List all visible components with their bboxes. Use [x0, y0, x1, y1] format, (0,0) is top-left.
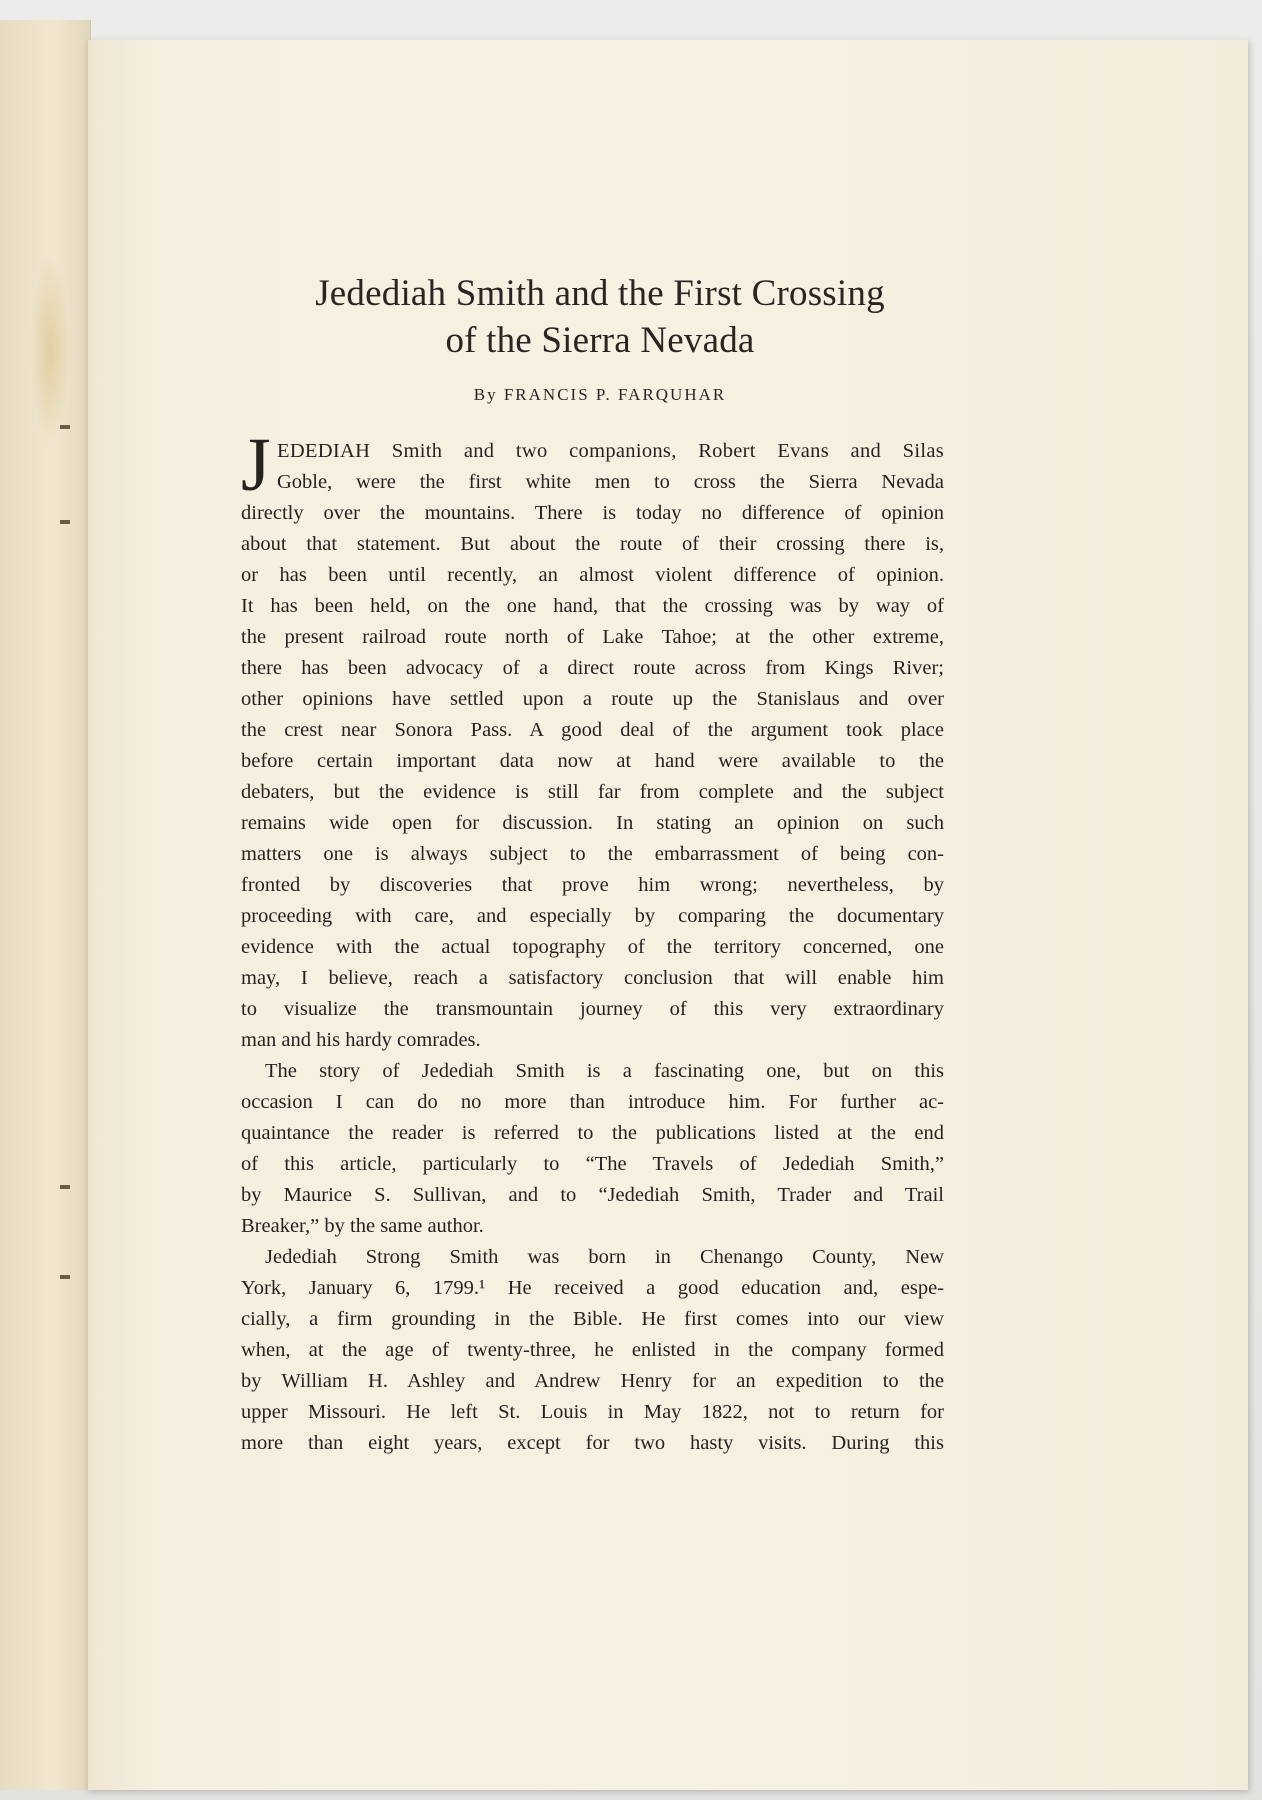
body-line: It has been held, on the one hand, that the crossing was by way of — [241, 595, 944, 617]
body-line: may, I believe, reach a satisfactory conclusion that will enable him — [241, 967, 944, 989]
body-line: before certain important data now at hand were available to the — [241, 750, 944, 772]
body-line: occasion I can do no more than introduce him. For further ac- — [241, 1091, 944, 1113]
body-line: of this article, particularly to “The Travels of Jedediah Smith,” — [241, 1153, 944, 1175]
body-line: more than eight years, except for two hasty visits. During this — [241, 1432, 944, 1454]
body-line: remains wide open for discussion. In stating an opinion on such — [241, 812, 944, 834]
body-line: debaters, but the evidence is still far from complete and the subject — [241, 781, 944, 803]
body-line: the crest near Sonora Pass. A good deal of the argument took place — [241, 719, 944, 741]
body-line: when, at the age of twenty-three, he enlisted in the company formed — [241, 1339, 944, 1361]
body-line: about that statement. But about the route of their crossing there is, — [241, 533, 944, 555]
body-line: matters one is always subject to the embarrassment of being con- — [241, 843, 944, 865]
body-line: York, January 6, 1799.¹ He received a good education and, espe- — [241, 1277, 944, 1299]
body-line: the present railroad route north of Lake Tahoe; at the other extreme, — [241, 626, 944, 648]
body-line: proceeding with care, and especially by comparing the documentary — [241, 905, 944, 927]
drop-cap: J — [241, 423, 271, 507]
binding-stitch — [60, 520, 70, 524]
body-line: Jedediah Strong Smith was born in Chenango County, New — [265, 1246, 944, 1268]
body-line: other opinions have settled upon a route up the Stanislaus and over — [241, 688, 944, 710]
binding-stitch — [60, 1275, 70, 1279]
body-line: evidence with the actual topography of the territory concerned, one — [241, 936, 944, 958]
binding-stitch — [60, 1185, 70, 1189]
body-line: man and his hardy comrades. — [241, 1029, 481, 1051]
body-line: by Maurice S. Sullivan, and to “Jedediah Smith, Trader and Trail — [241, 1184, 944, 1206]
body-line: directly over the mountains. There is today no difference of opinion — [241, 502, 944, 524]
title-line-1: Jedediah Smith and the First Crossing — [315, 273, 885, 314]
body-line: quaintance the reader is referred to the publications listed at the end — [241, 1122, 944, 1144]
body-line: or has been until recently, an almost violent difference of opinion. — [241, 564, 944, 586]
title-line-2: of the Sierra Nevada — [445, 320, 755, 361]
body-line: upper Missouri. He left St. Louis in May 1822, not to return for — [241, 1401, 944, 1423]
binding-stitch — [60, 425, 70, 429]
article-title — [0, 270, 1200, 364]
body-line: EDEDIAH Smith and two companions, Robert Evans and Silas — [277, 440, 944, 462]
body-line: there has been advocacy of a direct route across from Kings River; — [241, 657, 944, 679]
article-body — [241, 436, 944, 1459]
body-line: fronted by discoveries that prove him wrong; nevertheless, by — [241, 874, 944, 896]
body-line: cially, a firm grounding in the Bible. He first comes into our view — [241, 1308, 944, 1330]
body-line: The story of Jedediah Smith is a fascinating one, but on this — [265, 1060, 944, 1082]
body-line: Goble, were the first white men to cross the Sierra Nevada — [277, 471, 944, 493]
body-line: Breaker,” by the same author. — [241, 1215, 484, 1237]
article-byline: By FRANCIS P. FARQUHAR — [473, 385, 727, 404]
body-line: to visualize the transmountain journey of this very extraordinary — [241, 998, 944, 1020]
body-line: by William H. Ashley and Andrew Henry for an expedition to the — [241, 1370, 944, 1392]
